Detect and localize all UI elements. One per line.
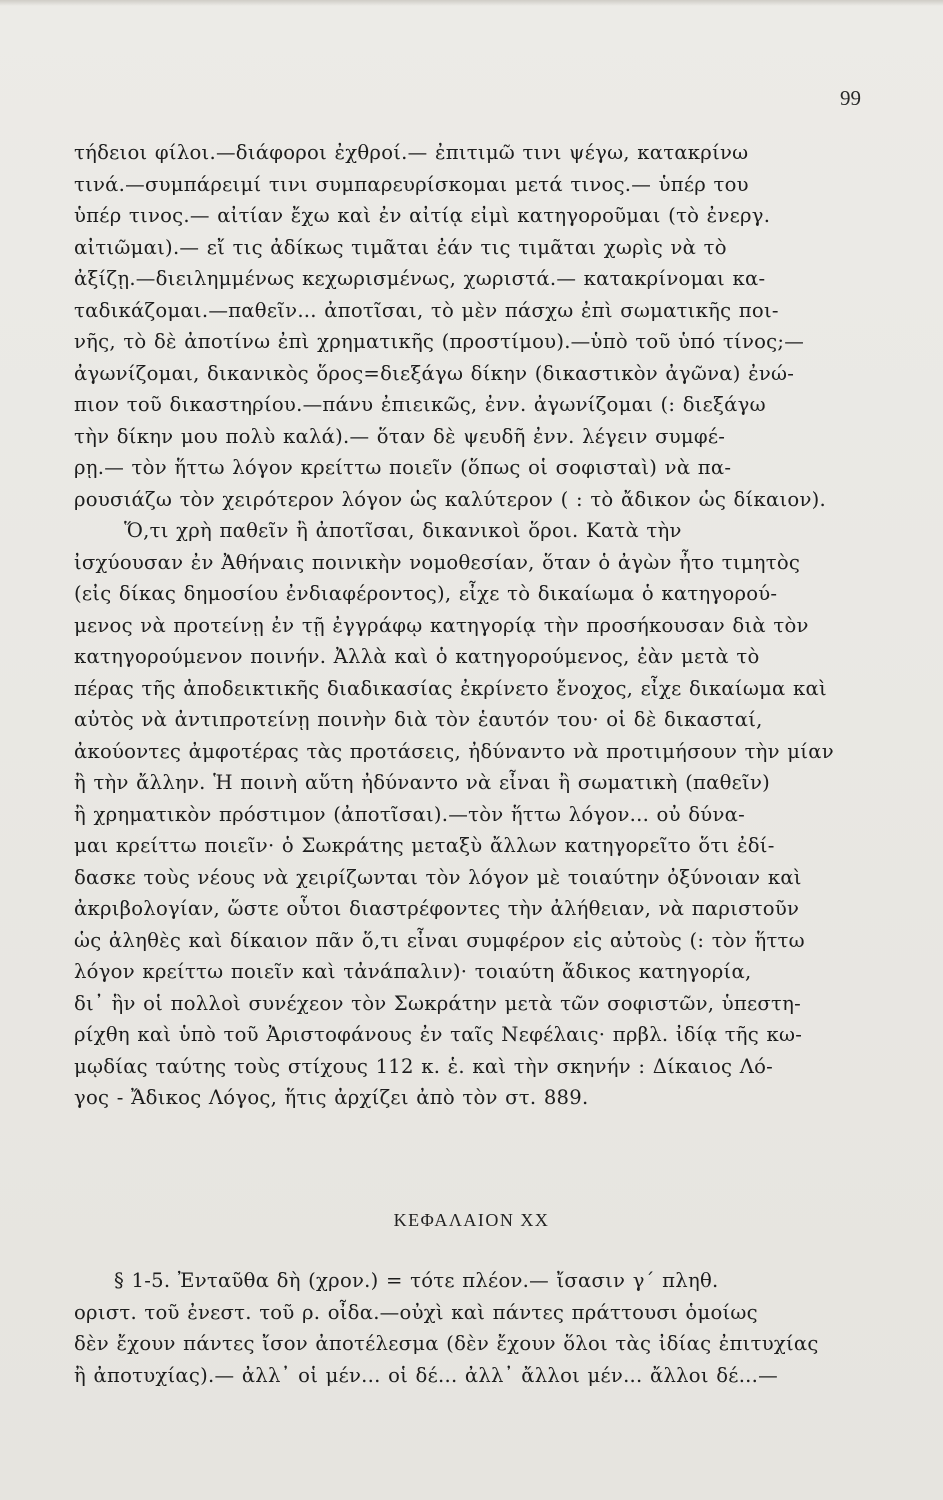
text-line: ἀκούοντες ἀμφοτέρας τὰς προτάσεις, ἠδύναντο νὰ προτιμήσουν τὴν μίαν xyxy=(74,739,834,763)
text-line: μενος νὰ προτείνῃ ἐν τῇ ἐγγράφῳ κατηγορίᾳ τὴν προσήκουσαν διὰ τὸν xyxy=(74,613,809,637)
chapter-heading: ΚΕΦΑΛΑΙΟΝ XX xyxy=(393,1210,550,1230)
text-line: Ὅ,τι χρὴ παθεῖν ἢ ἀποτῖσαι, δικανικοὶ ὅροι. Κατὰ τὴν xyxy=(124,519,682,542)
text-line: γος - Ἄδικος Λόγος, ἥτις ἀρχίζει ἀπὸ τὸν στ. 889. xyxy=(74,1086,589,1109)
text-line: ρίχθη καὶ ὑπὸ τοῦ Ἀριστοφάνους ἐν ταῖς Νεφέλαις· πρβλ. ἰδίᾳ τῆς κω- xyxy=(74,1023,803,1046)
text-line: δασκε τοὺς νέους νὰ χειρίζωνται τὸν λόγον μὲ τοιαύτην ὀξύνοιαν καὶ xyxy=(74,865,802,889)
text-line: λόγον κρείττω ποιεῖν καὶ τἀνάπαλιν)· τοιαύτη ἄδικος κατηγορία, xyxy=(74,960,752,983)
text-line: οριστ. τοῦ ἐνεστ. τοῦ ρ. οἶδα.—οὐχὶ καὶ πάντες πράττουσι ὁμοίως xyxy=(74,1300,758,1324)
text-line: ἀκριβολογίαν, ὥστε οὗτοι διαστρέφοντες τὴν ἀλήθειαν, νὰ παριστοῦν xyxy=(74,897,800,920)
text-line: ἢ ἀποτυχίας).— ἀλλ᾽ οἱ μέν... οἱ δέ... ἀλλ᾽ ἄλλοι μέν... ἄλλοι δέ...— xyxy=(74,1363,778,1387)
text-line: πιον τοῦ δικαστηρίου.—πάνυ ἐπιεικῶς, ἐνν. ἀγωνίζομαι (: διεξάγω xyxy=(74,393,766,416)
text-line: τινά.—συμπάρειμί τινι συμπαρευρίσκομαι μετά τινος.— ὑπέρ του xyxy=(74,172,749,196)
text-line: ἢ τὴν ἄλλην. Ἡ ποινὴ αὕτη ἠδύναντο νὰ εἶναι ἢ σωματικὴ (παθεῖν) xyxy=(74,771,771,794)
text-line: ἢ χρηματικὸν πρόστιμον (ἀποτῖσαι).—τὸν ἥττω λόγον... οὐ δύνα- xyxy=(74,802,745,826)
text-line: αὐτὸς νὰ ἀντιπροτείνῃ ποινὴν διὰ τὸν ἑαυτόν του· οἱ δὲ δικασταί, xyxy=(74,708,763,731)
text-line: πέρας τῆς ἀποδεικτικῆς διαδικασίας ἐκρίνετο ἔνοχος, εἶχε δικαίωμα καὶ xyxy=(74,676,827,700)
text-line: § 1-5. Ἐνταῦθα δὴ (χρον.) = τότε πλέον.— ἴσασιν γ΄ πληθ. xyxy=(114,1269,719,1292)
text-line: κατηγορούμενον ποινήν. Ἀλλὰ καὶ ὁ κατηγορούμενος, ἐὰν μετὰ τὸ xyxy=(74,645,760,668)
text-line: ταδικάζομαι.—παθεῖν... ἀποτῖσαι, τὸ μὲν πάσχω ἐπὶ σωματικῆς ποι- xyxy=(74,298,779,322)
text-line: ὡς ἀληθὲς καὶ δίκαιον πᾶν ὅ,τι εἶναι συμφέρον εἰς αὐτοὺς (: τὸν ἥττω xyxy=(74,928,805,952)
text-line: μῳδίας ταύτης τοὺς στίχους 112 κ. ἑ. καὶ τὴν σκηνήν : Δίκαιος Λό- xyxy=(74,1054,774,1078)
text-line: ρῃ.— τὸν ἥττω λόγον κρείττω ποιεῖν (ὅπως οἱ σοφισταὶ) νὰ πα- xyxy=(74,456,732,479)
text-line: ρουσιάζω τὸν χειρότερον λόγον ὡς καλύτερον ( : τὸ ἄδικον ὡς δίκαιον). xyxy=(74,487,826,511)
chapter-text xyxy=(74,1265,864,1391)
text-line: τήδειοι φίλοι.—διάφοροι ἐχθροί.— ἐπιτιμῶ τινι ψέγω, κατακρίνω xyxy=(74,141,749,164)
text-line: τὴν δίκην μου πολὺ καλά).— ὅταν δὲ ψευδῆ ἐνν. λέγειν συμφέ- xyxy=(74,424,726,448)
text-line: (εἰς δίκας δημοσίου ἐνδιαφέροντος), εἶχε τὸ δικαίωμα ὁ κατηγορού- xyxy=(74,582,778,605)
text-line: δι᾽ ἣν οἱ πολλοὶ συνέχεον τὸν Σωκράτην μετὰ τῶν σοφιστῶν, ὑπεστη- xyxy=(74,991,801,1015)
page-edge-shadow xyxy=(0,0,943,6)
text-line: μαι κρείττω ποιεῖν· ὁ Σωκράτης μεταξὺ ἄλλων κατηγορεῖτο ὅτι ἐδί- xyxy=(74,834,775,857)
text-line: ἰσχύουσαν ἐν Ἀθήναις ποινικὴν νομοθεσίαν, ὅταν ὁ ἀγὼν ἦτο τιμητὸς xyxy=(74,550,801,574)
text-line: νῆς, τὸ δὲ ἀποτίνω ἐπὶ χρηματικῆς (προστίμου).—ὑπὸ τοῦ ὑπό τίνος;— xyxy=(74,330,805,353)
text-line: αἰτιῶμαι).— εἴ τις ἀδίκως τιμᾶται ἐάν τις τιμᾶται χωρὶς νὰ τὸ xyxy=(74,235,727,259)
text-line: ἀγωνίζομαι, δικανικὸς ὅρος=διεξάγω δίκην (δικαστικὸν ἀγῶνα) ἐνώ- xyxy=(74,361,795,385)
page-number: 99 xyxy=(840,86,861,110)
text-line: δὲν ἔχουν πάντες ἴσον ἀποτέλεσμα (δὲν ἔχουν ὅλοι τὰς ἰδίας ἐπιτυχίας xyxy=(74,1332,819,1355)
text-line: ὑπέρ τινος.— αἰτίαν ἔχω καὶ ἐν αἰτίᾳ εἰμὶ κατηγοροῦμαι (τὸ ἐνεργ. xyxy=(74,204,771,227)
text-line: ἀξίζῃ.—διειλημμένως κεχωρισμένως, χωριστά.— κατακρίνομαι κα- xyxy=(74,267,766,290)
commentary-text xyxy=(74,137,864,1114)
